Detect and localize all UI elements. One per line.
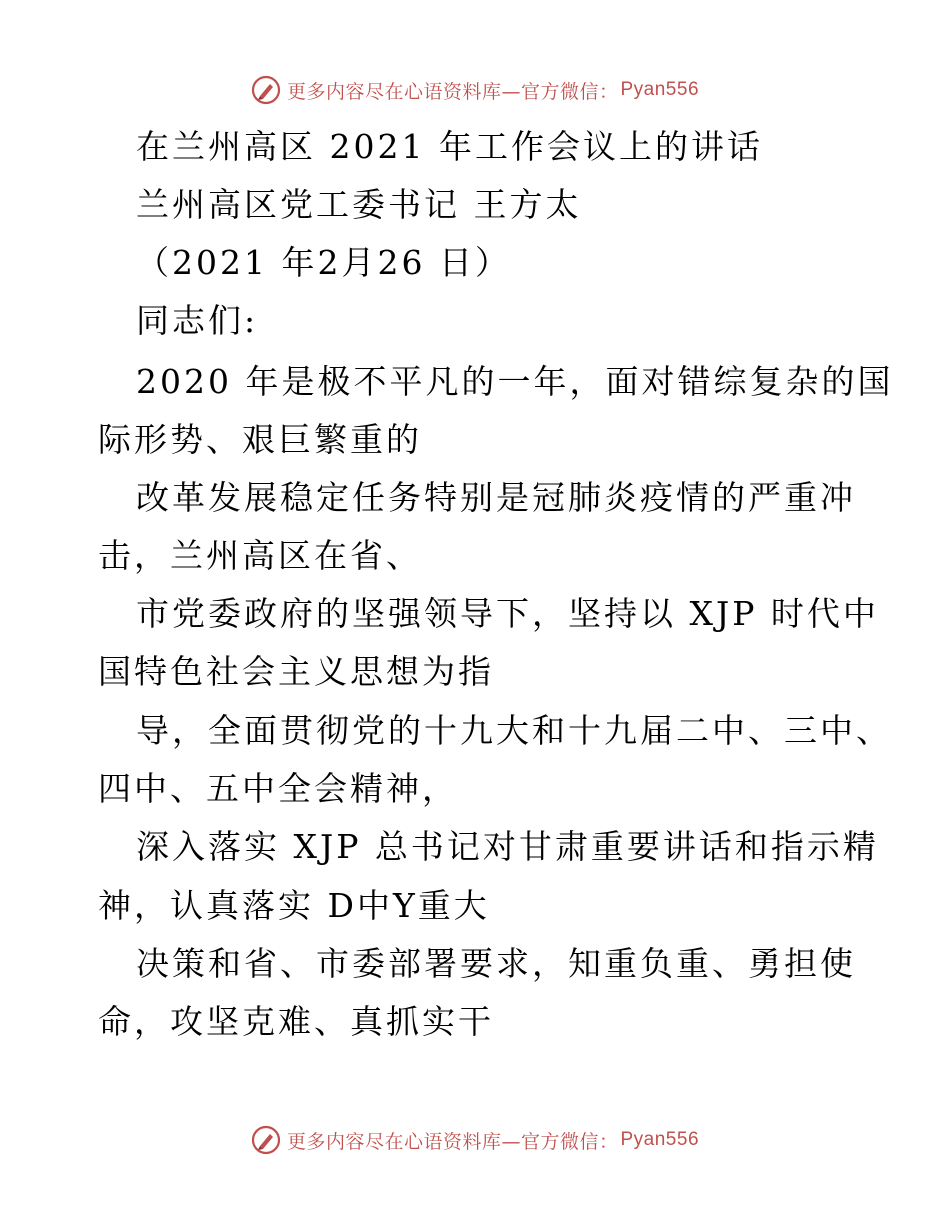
paragraph-line: 击，兰州高区在省、: [98, 536, 422, 575]
watermark-text: 更多内容尽在心语资料库—官方微信：: [286, 80, 619, 103]
document-title: 在兰州高区 2021 年工作会议上的讲话: [136, 127, 763, 166]
paragraph-line: 市党委政府的坚强领导下，坚持以 XJP 时代中: [136, 594, 879, 633]
watermark-text: 更多内容尽在心语资料库—官方微信：: [286, 1130, 619, 1153]
paragraph-line: 深入落实 XJP 总书记对甘肃重要讲话和指示精: [136, 827, 879, 866]
paragraph-line: 际形势、艰巨繁重的: [98, 420, 422, 459]
paragraph-line: 命，攻坚克难、真抓实干: [98, 1002, 494, 1041]
paragraph-line: 四中、五中全会精神，: [98, 769, 458, 808]
paragraph-line: 改革发展稳定任务特别是冠肺炎疫情的严重冲: [136, 478, 856, 517]
paragraph-line: 导，全面贯彻党的十九大和十九届二中、三中、: [136, 711, 892, 750]
pen-logo-icon: [251, 1125, 281, 1155]
paragraph-line: 国特色社会主义思想为指: [98, 652, 494, 691]
pen-logo-icon: [251, 75, 281, 105]
footer-watermark: [0, 1122, 950, 1158]
header-watermark: [0, 72, 950, 108]
salutation: 同志们:: [136, 301, 259, 340]
paragraph-line: 神，认真落实 D中Y重大: [98, 886, 490, 925]
watermark-wechat-id: Pyan556: [620, 79, 700, 100]
date-line: （2021 年2月26 日）: [136, 243, 511, 282]
speaker-line: 兰州高区党工委书记 王方太: [136, 185, 582, 224]
watermark-wechat-id: Pyan556: [620, 1129, 700, 1150]
paragraph-line: 2020 年是极不平凡的一年，面对错综复杂的国: [136, 362, 894, 401]
paragraph-line: 决策和省、市委部署要求，知重负重、勇担使: [136, 944, 856, 983]
